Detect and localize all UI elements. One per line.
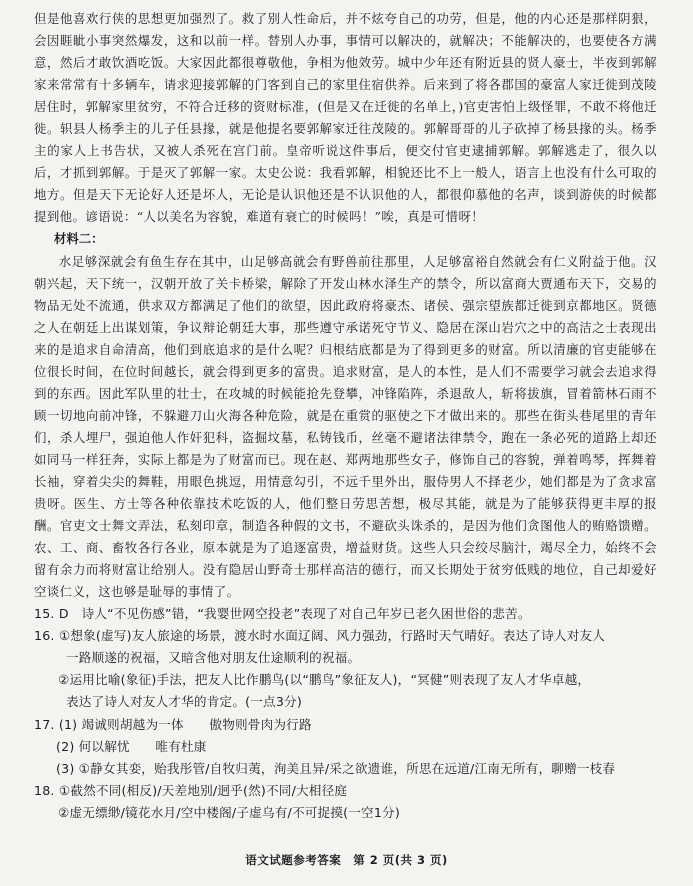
- answer-q16-point2: ②运用比喻(象征)手法，把友人比作鹏鸟(以“鹏鸟”象征友人)，“冥健”则表现了友人才华卓越，: [58, 672, 591, 688]
- answer-q17-1: 17. (1) 竭诚则胡越为一体 傲物则骨肉为行路: [34, 716, 312, 732]
- answer-q16-point1-cont: 一路顺遂的祝福，又暗含他对朋友仕途顺利的祝福。: [66, 650, 361, 666]
- answer-q17-3: (3) ①静女其娈，贻我彤管/自牧归荑，洵美且异/采之欲遗谁，所思在远道/江南无所有，聊赠一枝春: [56, 760, 616, 776]
- answer-q15: 15. D 诗人“不见伤感”错，“我婴世网空投老”表现了对自己年岁已老久困世俗的悲苦。: [34, 606, 531, 622]
- material1-continuation: 但是他喜欢行侠的思想更加强烈了。救了别人性命后，并不炫夸自己的功劳，但是，他的内心还是那样阴狠，会因睚眦小事突然爆发，这和以前一样。替别人办事，事情可以解决的，就解决；不能解决的，也要使各方满意，然后才敢饮酒吃饭。大家因此都很尊敬他，争相为他效劳。城中少年还有附近县的贤人豪士，半夜到郭解家来常常有十多辆车，请求迎接郭解的门客到自己的家里住宿供养。后来到了将各郡国的豪富人家迁徙到茂陵居住时，郭解家里贫穷，不符合迁移的资财标准，(但是又在迁徙的名单上，)官吏害怕上级怪罪，不敢不将他迁徙。轵县人杨季主的儿子任县掾，就是他提名要郭解家迁往茂陵的。郭解哥哥的儿子砍掉了杨县掾的头。杨季主的家人上书告状，又被人杀死在宫门前。皇帝听说这件事后，便交付官吏逮捕郭解。郭解逃走了，很久以后，才抓到郭解。于是灭了郭解一家。太史公说：我看郭解，相貌还比不上一般人，语言上也没有什么可取的地方。但是天下无论好人还是坏人，无论是认识他还是不认识他的人，都很仰慕他的名声，谈到游侠的时候都提到他。谚语说：“人以美名为容貌，难道有衰亡的时候吗！”唉，真是可惜呀！: [34, 11, 657, 225]
- answer-q16-point2-cont: 表达了诗人对友人才华的肯定。(一点3分): [66, 694, 302, 710]
- page-footer: 语文试题参考答案 第 2 页(共 3 页): [245, 853, 448, 867]
- answer-q18-2: ②虚无缥缈/镜花水月/空中楼阁/子虚乌有/不可捉摸(一空1分): [58, 804, 400, 820]
- material2-text: 水足够深就会有鱼生存在其中，山足够高就会有野兽前往那里，人足够富裕自然就会有仁义附益于他。汉朝兴起，天下统一，汉朝开放了关卡桥梁，解除了开发山林水泽生产的禁令，所以富商大贾通布天下，交易的物品无处不流通，供求双方都满足了他们的欲望，因此政府将豪杰、诸侯、强宗望族都迁徙到京都地区。贤德之人在朝廷上出谋划策，争议辩论朝廷大事，那些遵守承诺死守节义、隐居在深山岩穴之中的高洁之士表现出来的是追求自命清高，他们到底追求的是什么呢？归根结底都是为了得到更多的财富。所以清廉的官吏能够在位很长时间，在位时间越长，就会得到更多的富贵。追求财富，是人的本性，是人们不需要学习就会去追求得到的东西。因此军队里的壮士，在攻城的时候能抢先登攀，冲锋陷阵，杀退敌人，斩将拔旗，冒着箭林石雨不顾一切地向前冲锋，不躲避刀山火海各种危险，就是在重赏的驱使之下才做出来的。那些在街头巷尾里的青年们，杀人埋尸，强迫他人作奸犯科，盗掘坟墓，私铸钱币，丝毫不避诸法律禁令，跑在一条必死的道路上却还如同马一样狂奔，实际上都是为了财富而已。现在赵、郑两地那些女子，修饰自己的容貌，弹着鸣琴，挥舞着长袖，穿着尖尖的舞鞋，用眼色挑逗，用情意勾引，不远千里外出，服侍男人不择老少，她们都是为了贪求富贵呀。医生、方士等各种依靠技术吃饭的人，他们整日劳思苦想，极尽其能，就是为了能够获得更丰厚的报酬。官吏文士舞文弄法，私刻印章，制造各种假的文书，不避砍头诛杀的，是因为他们贪图他人的贿赂馈赠。农、工、商、畜牧各行各业，原本就是为了追逐富贵，增益财货。这些人只会绞尽脑汁，竭尽全力，始终不会留有余力而将财富让给别人。没有隐居山野奇士那样高洁的德行，而又长期处于贫穷低贱的地位，自己却爱好空谈仁义，这也够是耻辱的事情了。: [34, 253, 657, 600]
- material2-heading: 材料二：: [54, 231, 104, 247]
- answer-q18-1: 18. ①截然不同(相反)/天差地别/迥乎(然)不同/大相径庭: [34, 782, 348, 798]
- answer-q17-2: (2) 何以解忧 唯有杜康: [56, 738, 207, 754]
- answer-q16-point1: 16. ①想象(虚写)友人旅途的场景，渡水时水面辽阔、风力强劲，行路时天气晴好。表达了诗人对友人: [34, 628, 606, 644]
